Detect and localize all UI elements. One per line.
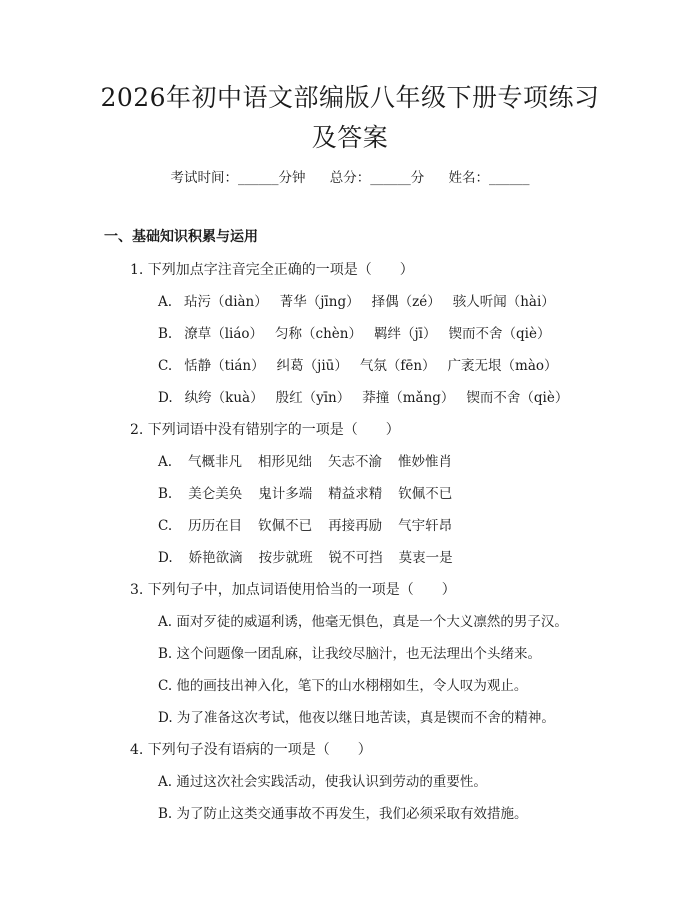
page-title	[80, 78, 620, 158]
question-3-option-b: B. 这个问题像一团乱麻，让我绞尽脑汁，也无法理出个头绪来。	[158, 646, 542, 662]
question-1-stem: 1. 下列加点字注音完全正确的一项是（ ）	[130, 262, 414, 278]
question-3-option-c: C. 他的画技出神入化，笔下的山水栩栩如生，令人叹为观止。	[158, 678, 528, 694]
question-3-option-a: A. 面对歹徒的威逼利诱，他毫无惧色，真是一个大义凛然的男子汉。	[158, 614, 568, 630]
question-4-option-b: B. 为了防止这类交通事故不再发生，我们必须采取有效措施。	[158, 806, 528, 822]
question-2-option-c: C. 历历在目 钦佩不已 再接再励 气宇轩昂	[158, 518, 453, 534]
question-4-option-a: A. 通过这次社会实践活动，使我认识到劳动的重要性。	[158, 774, 487, 790]
question-2-option-b: B. 美仑美奂 鬼计多端 精益求精 钦佩不已	[158, 486, 453, 502]
title-line-2: 及答案	[311, 123, 389, 152]
question-1-option-b: B. 潦草（liáo） 匀称（chèn） 羁绊（jī） 锲而不舍（qiè）	[158, 326, 551, 342]
student-name: 姓名：______	[448, 170, 530, 186]
question-3-stem: 3. 下列句子中，加点词语使用恰当的一项是（ ）	[130, 582, 456, 598]
question-3-option-d: D. 为了准备这次考试，他夜以继日地苦读，真是锲而不舍的精神。	[158, 710, 555, 726]
question-1-option-c: C. 恬静（tián） 纠葛（jiū） 气氛（fēn） 广袤无垠（mào）	[158, 358, 558, 374]
question-2-stem: 2. 下列词语中没有错别字的一项是（ ）	[130, 422, 400, 438]
section-heading: 一、基础知识积累与运用	[104, 229, 258, 245]
exam-time: 考试时间：______分钟	[170, 170, 306, 186]
question-2-option-d: D. 娇艳欲滴 按步就班 锐不可挡 莫衷一是	[158, 550, 453, 566]
question-4-stem: 4. 下列句子没有语病的一项是（ ）	[130, 742, 372, 758]
question-1-option-d: D. 纨绔（kuà） 殷红（yīn） 莽撞（mǎng） 锲而不舍（qiè）	[158, 390, 569, 406]
exam-meta	[0, 166, 700, 190]
question-1-option-a: A. 玷污（diàn） 菁华（jīng） 择偶（zé） 骇人听闻（hài）	[158, 294, 555, 310]
title-line-1: 2026年初中语文部编版八年级下册专项练习	[100, 83, 600, 112]
question-2-option-a: A. 气概非凡 相形见绌 矢志不渝 惟妙惟肖	[158, 454, 453, 470]
exam-score: 总分：______分	[329, 170, 425, 186]
